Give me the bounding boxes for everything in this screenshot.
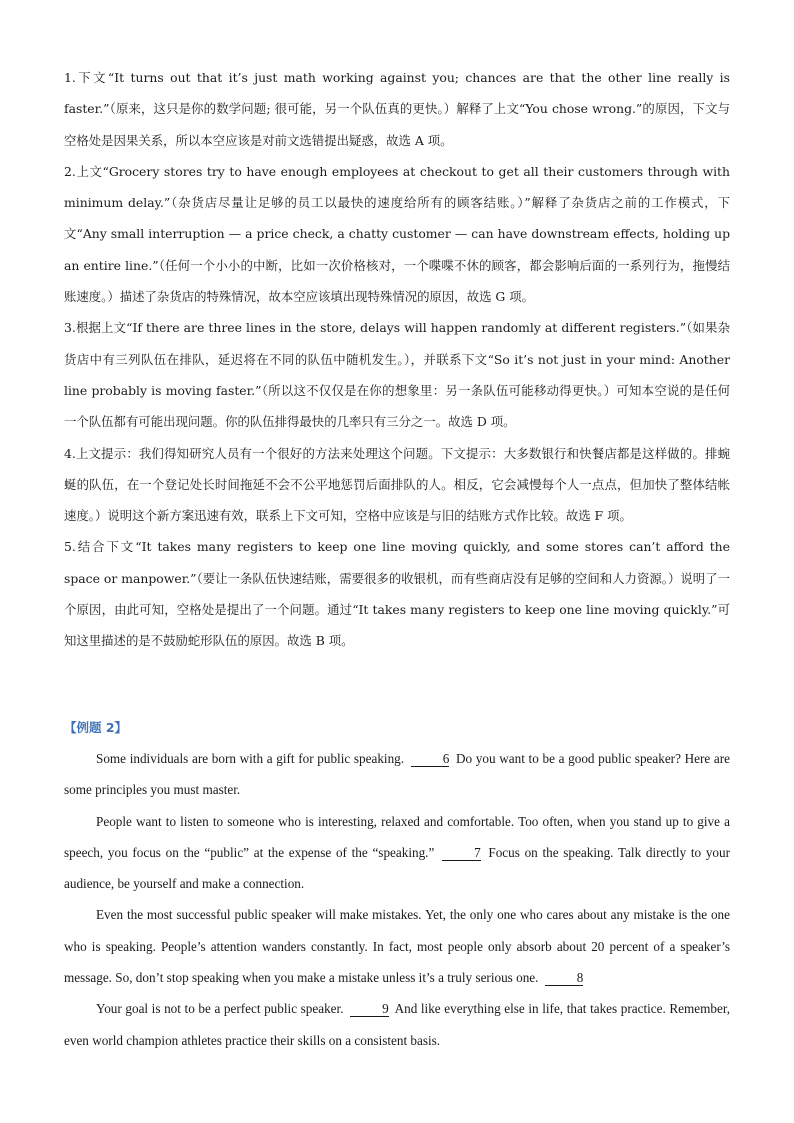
analysis-item-4: 4.上文提示：我们得知研究人员有一个很好的方法来处理这个问题。下文提示：大多数银行和快餐店都是这样做的。排蜿蜒的队伍，在一个登记处长时间拖延不会不公平地惩罚后面排队的人。相反，它会减慢每个人一点点，但加快了整体结帐速度。）说明这个新方案迅速有效，联系上下文可知，空格中应该是与旧的结账方式作比较。故选 F 项。 — [64, 445, 730, 524]
passage-text: Even the most successful public speaker will make mistakes. Yet, the only one who cares about any mistake is the one who is speaking. People’s attention wanders constantly. In fact, most people only absorb about 20 percent of a speaker’s message. So, don’t stop speaking when you make a mistake unless it’s a truly serious one. — [64, 907, 730, 986]
analysis-item-2: 2.上文“Grocery stores try to have enough employees at checkout to get all their customers through with minimum delay.”（杂货店尽量让足够的员工以最快的速度给所有的顾客结账。）”解释了杂货店之前的工作模式，下文“Any small interruption — a price check, a chatty customer — can have downstream effects, holding up an entire line.”（任何一个小小的中断，比如一次价格核对，一个喋喋不休的顾客，都会影响后面的一系列行为，拖慢结账速度。）描述了杂货店的特殊情况，故本空应该填出现特殊情况的原因，故选 G 项。 — [64, 163, 730, 305]
analysis-item-3: 3.根据上文“If there are three lines in the store, delays will happen randomly at different registers.”（如果杂货店中有三列队伍在排队，延迟将在不同的队伍中随机发生。），并联系下文“So it’s not just in your mind: Another line probably is moving faster.”（所以这不仅仅是在你的想象里：另一条队伍可能移动得更快。）可知本空说的是任何一个队伍都有可能出现问题。你的队伍排得最快的几率只有三分之一。故选 D 项。 — [64, 320, 730, 430]
passage-text: Do you want to be a good public speaker? Here are some principles you must master. — [64, 751, 730, 798]
passage-text: People want to listen to someone who is interesting, relaxed and comfortable. Too often, when you stand up to give a speech, you focus on the “public” at the expense of the “speaking.” — [64, 813, 730, 860]
blank-8: 8 — [545, 970, 584, 986]
passage-text: Some individuals are born with a gift for public speaking. — [96, 751, 405, 766]
blank-9: 9 — [350, 1001, 389, 1017]
analysis-item-1: 1.下文“It turns out that it’s just math working against you; chances are that the other line really is faster.”（原来，这只是你的数学问题; 很可能，另一个队伍真的更快。）解释了上文“You chose wrong.”的原因，下文与空格处是因果关系，所以本空应该是对前文选错提出疑惑，故选 A 项。 — [64, 70, 730, 148]
passage-paragraph — [64, 743, 730, 806]
passage-paragraph — [64, 993, 730, 1056]
passage-paragraph — [64, 899, 730, 993]
reading-passage — [64, 743, 730, 1056]
passage-paragraph — [64, 806, 730, 900]
blank-6: 6 — [411, 751, 450, 767]
example-heading: 【例题 2】 — [64, 720, 128, 735]
passage-text: Your goal is not to be a perfect public speaker. — [96, 1001, 344, 1017]
passage-text: And like everything else in life, that takes practice. Remember, even world champion athletes practice their skills on a consistent basis. — [64, 1001, 731, 1048]
passage-text: Focus on the speaking. Talk directly to your audience, be yourself and make a connection. — [64, 844, 731, 892]
answer-analysis — [64, 62, 730, 657]
blank-7: 7 — [442, 845, 481, 861]
analysis-item-5: 5.结合下文“It takes many registers to keep one line moving quickly, and some stores can’t afford the space or manpower.”（要让一条队伍快速结账，需要很多的收银机，而有些商店没有足够的空间和人力资源。）说明了一个原因，由此可知，空格处是提出了一个问题。通过“It takes many registers to keep one line moving quickly.”可知这里描述的是不鼓励蛇形队伍的原因。故选 B 项。 — [64, 539, 730, 649]
